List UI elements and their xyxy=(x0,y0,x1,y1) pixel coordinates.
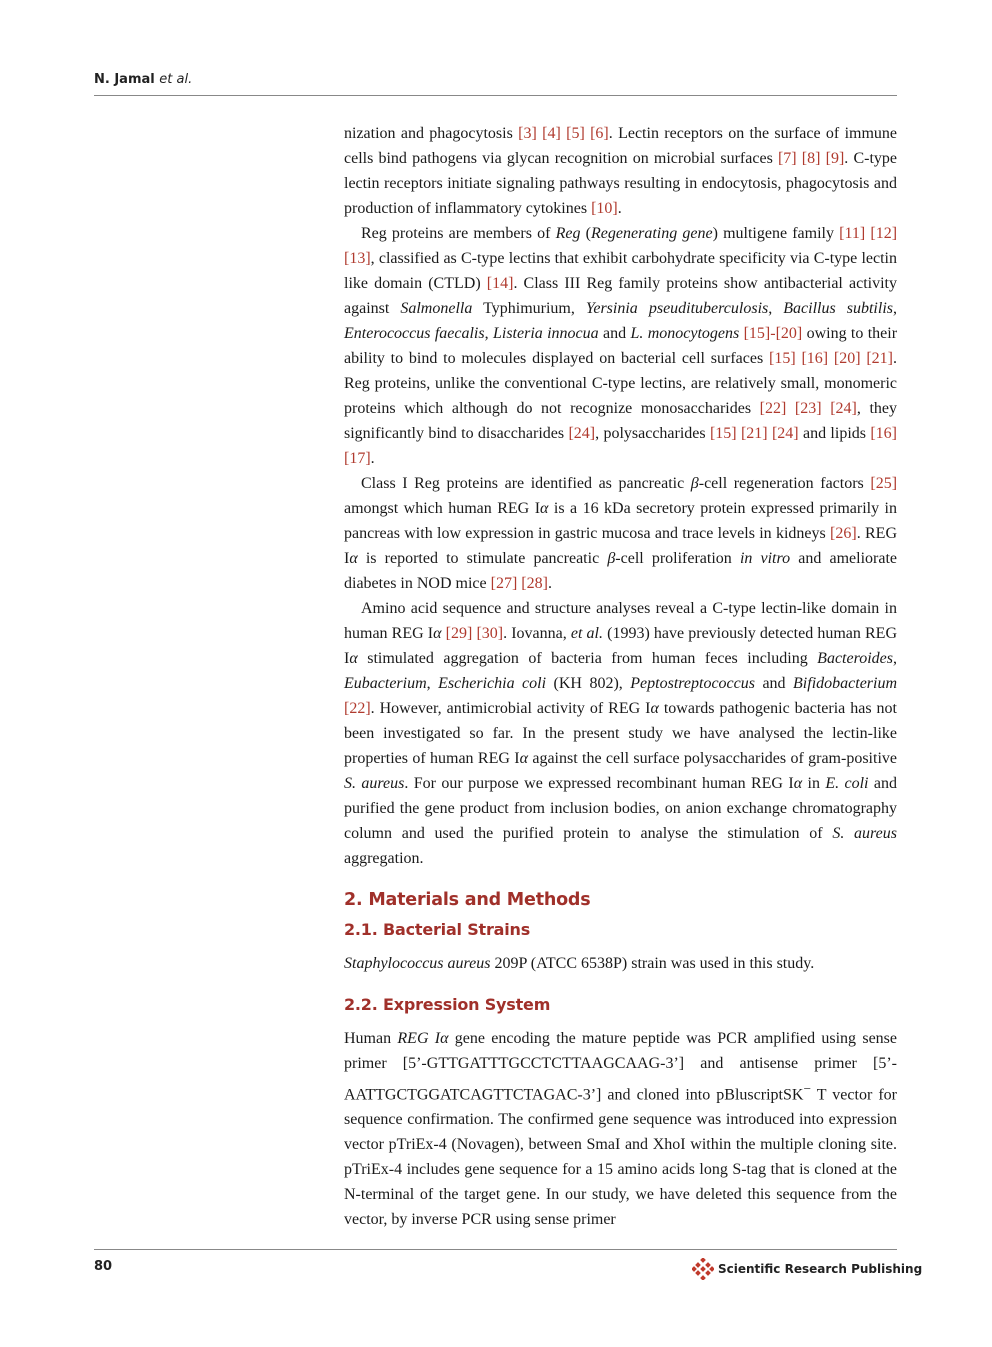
paragraph-class-i-reg xyxy=(344,471,897,596)
italic-term: Eubacterium xyxy=(344,675,427,692)
text: . xyxy=(370,450,375,467)
text: towards pathogenic bacteria has not been investigated so far. In the present study we have analysed the lectin-like properties of human REG I xyxy=(344,700,898,767)
citation[interactable]: [22] [23] [24] xyxy=(759,400,857,417)
italic-term: Yersinia pseudituberculosis xyxy=(585,300,769,317)
subsection-heading: 2.1. Bacterial Strains xyxy=(344,920,531,939)
italic-term: Salmonella xyxy=(400,300,473,317)
citation[interactable]: [7] [8] [9] xyxy=(777,150,845,167)
text: against the cell surface polysaccharides of gram-positive xyxy=(528,750,897,767)
text: Class I Reg proteins are identified as pancreatic xyxy=(361,475,691,492)
italic-term: in vitro xyxy=(739,550,791,567)
text: , xyxy=(768,300,784,317)
citation[interactable]: [26] xyxy=(830,525,857,542)
italic-term: Bifidobacterium xyxy=(793,675,898,692)
italic-term: S. aureus xyxy=(344,775,405,792)
text: . xyxy=(547,575,552,592)
greek-symbol: α xyxy=(793,775,803,792)
citation[interactable]: [11] [12] [13] xyxy=(344,225,898,267)
paragraph-reg-proteins xyxy=(344,221,897,471)
text: in xyxy=(802,775,826,792)
page-number: 80 xyxy=(94,1259,113,1274)
greek-symbol: α xyxy=(349,650,358,667)
subsection-heading: 2.2. Expression System xyxy=(344,995,551,1014)
italic-term: Regenerating gene xyxy=(591,225,713,242)
text: , xyxy=(893,300,897,317)
text: and purified the gene product from inclusion bodies, on anion exchange chromatography column and used the purified protein to analyse the stimulation of xyxy=(344,775,898,842)
italic-term: S. aureus xyxy=(832,825,898,842)
citation[interactable]: [25] xyxy=(870,475,898,492)
text: . Reg proteins, unlike the conventional C-type lectins, are relatively small, monomeric proteins which although do not recognize monosaccharides xyxy=(344,350,898,417)
text: . REG I xyxy=(344,525,897,567)
text: , classified as C-type lectins that exhibit carbohydrate specificity via C-type lectin like domain (CTLD) xyxy=(344,250,897,292)
text: ) multigene family xyxy=(712,225,840,242)
text: 209P (ATCC 6538P) strain was used in this study. xyxy=(490,955,815,972)
text: (KH 802), xyxy=(546,675,631,692)
italic-term: et al. xyxy=(570,625,603,642)
greek-symbol: β xyxy=(690,475,699,492)
header-author: N. Jamal xyxy=(94,72,155,87)
greek-symbol: α xyxy=(349,550,358,567)
italic-term: REG Iα xyxy=(397,1030,449,1047)
paragraph-expression-system xyxy=(344,1026,897,1232)
publisher-diamond-icon xyxy=(692,1258,714,1280)
italic-term: Enterococcus faecalis xyxy=(344,325,485,342)
text: amongst which human REG I xyxy=(344,500,541,517)
citation[interactable]: [24] xyxy=(568,425,596,442)
greek-symbol: α xyxy=(433,625,442,642)
publisher-name: Scientific Research Publishing xyxy=(718,1262,923,1276)
citation[interactable]: [3] [4] [5] [6] xyxy=(518,125,609,142)
text: ( xyxy=(580,225,592,242)
text: . Lectin receptors on the surface of immune cells bind pathogens via glycan recognition on microbial surfaces xyxy=(344,125,898,167)
italic-term: E. coli xyxy=(825,775,869,792)
text: gene encoding the mature peptide was PCR amplified using sense primer [5’-GTTGATTTGCCTCTTAAGCAAG-3’] and antisense primer [5’-AATTGCTGGATCAGTTCTAGAC-3’] and cloned into pBluscriptSK xyxy=(344,1030,897,1104)
italic-term: Listeria innocua xyxy=(492,325,599,342)
greek-symbol: β xyxy=(607,550,616,567)
text: nization and phagocytosis xyxy=(344,125,519,142)
publisher-logo[interactable] xyxy=(692,1258,922,1280)
paragraph-lectin-receptors xyxy=(344,121,897,221)
text: . Class III Reg family proteins show antibacterial activity against xyxy=(344,275,897,317)
paragraph-bacterial-strain xyxy=(344,951,897,976)
citation[interactable]: [22] xyxy=(344,700,371,717)
text: is reported to stimulate pancreatic xyxy=(357,550,608,567)
text: . However, antimicrobial activity of REG I xyxy=(370,700,651,717)
citation[interactable]: [15]-[20] xyxy=(743,325,803,342)
superscript: − xyxy=(803,1081,811,1096)
text: , xyxy=(484,325,493,342)
text: . Iovanna, xyxy=(503,625,571,642)
text: , polysaccharides xyxy=(595,425,710,442)
text: Human xyxy=(344,1030,398,1047)
body-column xyxy=(344,121,897,1232)
text: is a 16 kDa secretory protein expressed primarily in pancreas with low expression in gastric mucosa and trace levels in kidneys xyxy=(344,500,898,542)
citation[interactable]: [27] [28] xyxy=(490,575,548,592)
italic-term: L. monocytogens xyxy=(630,325,740,342)
text: Reg proteins are members of xyxy=(361,225,556,242)
text: and xyxy=(754,675,794,692)
citation[interactable]: [14] xyxy=(486,275,514,292)
text: . xyxy=(617,200,622,217)
citation[interactable]: [15] [21] [24] xyxy=(709,425,799,442)
text: . C-type lectin receptors initiate signaling pathways resulting in endocytosis, phagocytosis and production of inflammatory cytokines xyxy=(344,150,897,217)
text: and lipids xyxy=(798,425,871,442)
greek-symbol: α xyxy=(650,700,659,717)
header-etal: et al. xyxy=(159,72,193,87)
citation[interactable]: [29] [30] xyxy=(445,625,504,642)
citation[interactable]: [15] [16] [20] [21] xyxy=(768,350,894,367)
text: aggregation. xyxy=(344,850,424,867)
citation[interactable]: [16] [17] xyxy=(344,425,897,467)
italic-term: Bacillus subtilis xyxy=(783,300,893,317)
text: , they significantly bind to disaccharides xyxy=(344,400,898,442)
citation[interactable]: [10] xyxy=(591,200,618,217)
text: and xyxy=(598,325,631,342)
italic-term: Reg xyxy=(555,225,581,242)
text: Amino acid sequence and structure analyses reveal a C-type lectin-like domain in human REG I xyxy=(344,600,897,642)
text: , xyxy=(426,675,439,692)
italic-term: Peptostreptococcus xyxy=(630,675,755,692)
footer-rule xyxy=(94,1249,897,1250)
greek-symbol: α xyxy=(540,500,549,517)
text: Typhimurium, xyxy=(472,300,586,317)
text: owing to their ability to bind to molecules displayed on bacterial cell surfaces xyxy=(344,325,898,367)
text: T vector for sequence confirmation. The confirmed gene sequence was introduced into expression vector pTriEx-4 (Novagen), between SmaI and XhoI within the multiple cloning site. pTriEx-4 includes gene sequence for a 15 amino acids long S-tag that is cloned at the N-terminal of the target gene. In our study, we have deleted this sequence from the vector, by inverse PCR using sense primer xyxy=(344,1086,898,1229)
text: , xyxy=(893,650,897,667)
italic-term: Escherichia coli xyxy=(438,675,547,692)
text: -cell regeneration factors xyxy=(698,475,871,492)
text: -cell proliferation xyxy=(615,550,740,567)
paragraph-amino-acid xyxy=(344,596,897,871)
text: stimulated aggregation of bacteria from human feces including xyxy=(357,650,818,667)
section-heading: 2. Materials and Methods xyxy=(344,890,591,910)
header-rule xyxy=(94,95,897,96)
text: . For our purpose we expressed recombinant human REG I xyxy=(404,775,794,792)
text: (1993) have previously detected human REG I xyxy=(344,625,897,667)
italic-term: Bacteroides xyxy=(817,650,893,667)
italic-term: Staphylococcus aureus xyxy=(344,955,491,972)
running-head xyxy=(94,72,192,87)
greek-symbol: α xyxy=(519,750,528,767)
text: and ameliorate diabetes in NOD mice xyxy=(344,550,898,592)
